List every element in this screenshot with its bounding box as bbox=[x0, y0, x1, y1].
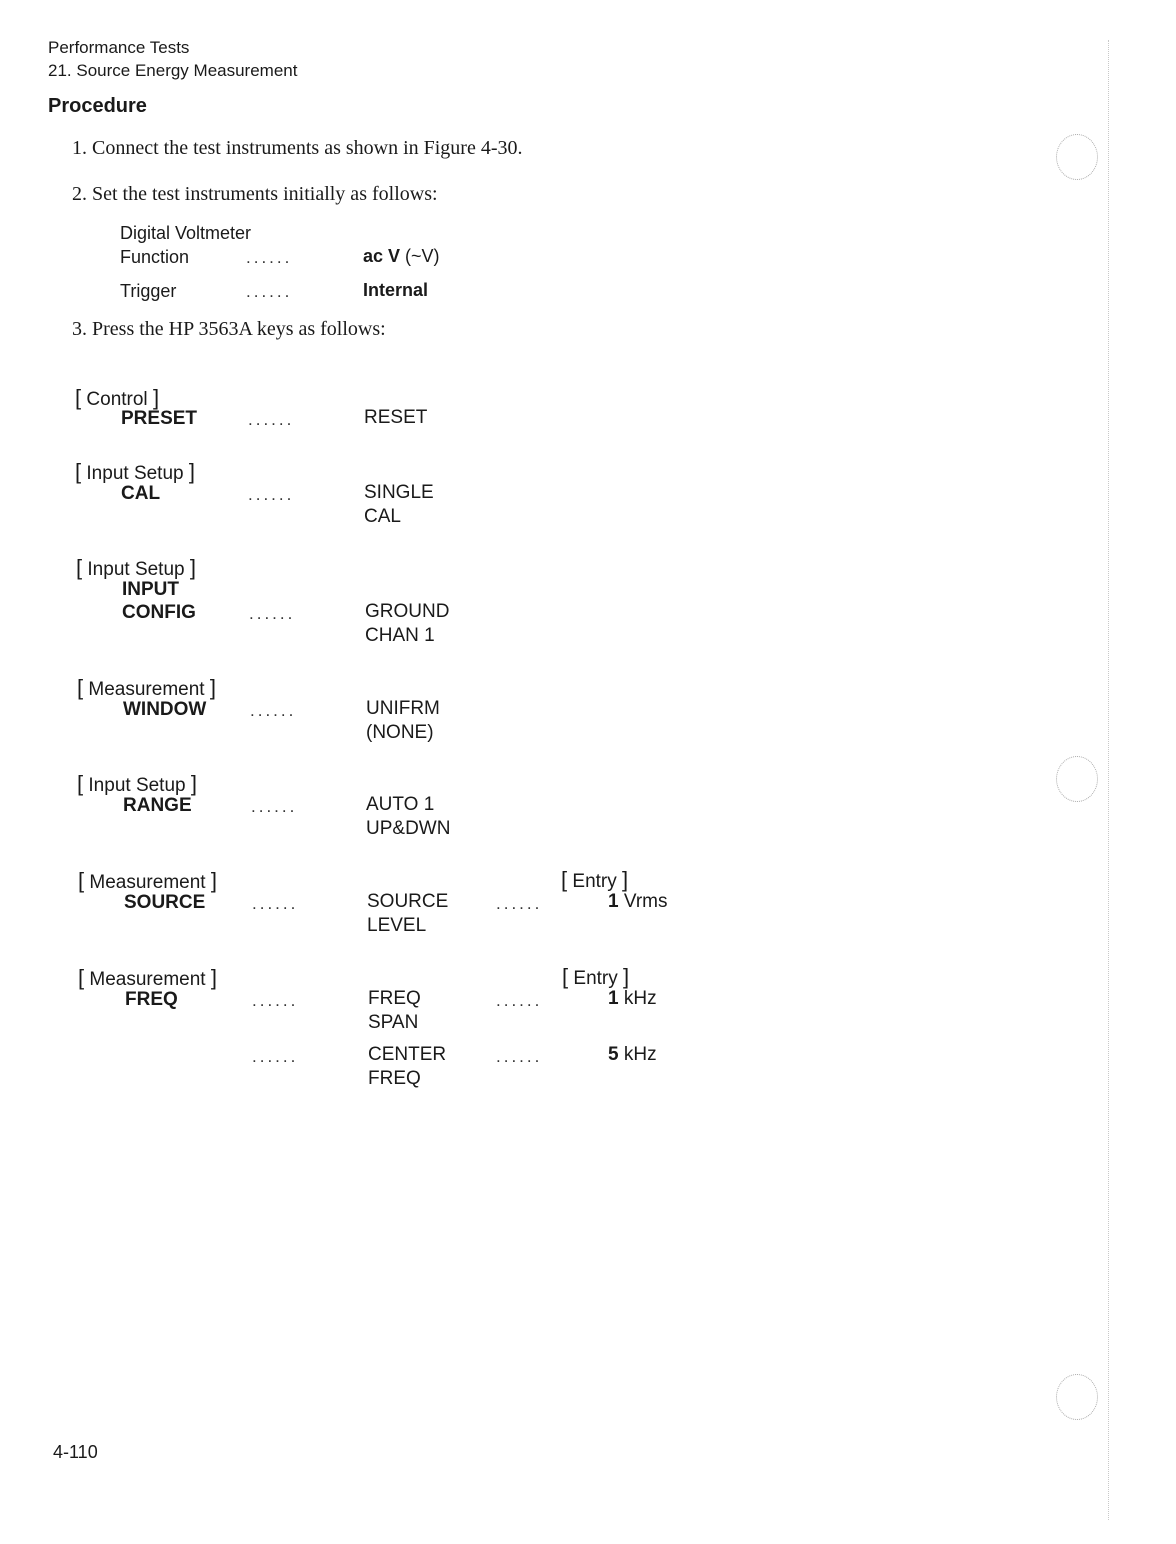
softkey-unifrm: UNIFRM bbox=[366, 698, 440, 719]
menu-input-setup bbox=[77, 771, 197, 797]
bracket-left: [ bbox=[78, 868, 85, 893]
bracket-left: [ bbox=[78, 965, 85, 990]
menu-entry bbox=[561, 867, 628, 893]
value-unit: kHz bbox=[623, 988, 657, 1009]
menu-measurement bbox=[78, 868, 217, 894]
leader-dots: ...... bbox=[248, 410, 295, 429]
entry-value-1vrms bbox=[608, 891, 667, 913]
key-range: RANGE bbox=[123, 795, 192, 816]
softkey-none: (NONE) bbox=[366, 722, 434, 743]
bracket-right: ] bbox=[209, 675, 216, 700]
value-number: 1 bbox=[608, 891, 619, 912]
dvm-function-label: Function bbox=[120, 247, 190, 267]
softkey-cal: CAL bbox=[364, 506, 401, 527]
value-number: 1 bbox=[608, 988, 619, 1009]
bracket-left: [ bbox=[77, 771, 84, 796]
softkey-freq: FREQ bbox=[368, 988, 421, 1009]
scan-edge-line bbox=[1108, 40, 1109, 1520]
bracket-right: ] bbox=[210, 965, 217, 990]
menu-measurement bbox=[77, 675, 216, 701]
bracket-right: ] bbox=[189, 555, 197, 580]
step-3: 3. Press the HP 3563A keys as follows: bbox=[72, 318, 386, 340]
softkey-center-freq: FREQ bbox=[368, 1068, 421, 1089]
menu-label: Input Setup bbox=[86, 463, 184, 484]
menu-label: Input Setup bbox=[88, 775, 186, 796]
menu-label: Entry bbox=[572, 871, 617, 892]
menu-input-setup bbox=[75, 459, 195, 485]
bracket-right: ] bbox=[188, 459, 196, 484]
dvm-title: Digital Voltmeter bbox=[120, 223, 252, 243]
bracket-right: ] bbox=[622, 867, 629, 892]
value-unit: Vrms bbox=[623, 891, 668, 912]
bracket-right: ] bbox=[152, 385, 160, 410]
key-source: SOURCE bbox=[124, 892, 206, 913]
leader-dots: ...... bbox=[252, 894, 299, 913]
binder-hole bbox=[1056, 134, 1098, 180]
key-input: INPUT bbox=[122, 579, 179, 600]
softkey-single: SINGLE bbox=[364, 482, 434, 503]
menu-label: Entry bbox=[573, 968, 618, 989]
softkey-ground: GROUND bbox=[365, 601, 450, 622]
leader-dots: ...... bbox=[248, 485, 295, 504]
leader-dots: ...... bbox=[246, 282, 293, 301]
value-number: 5 bbox=[608, 1044, 619, 1065]
leader-dots: ...... bbox=[496, 894, 543, 913]
dvm-trigger-label: Trigger bbox=[120, 281, 177, 301]
menu-label: Input Setup bbox=[87, 559, 185, 580]
value-unit: kHz bbox=[623, 1044, 657, 1065]
step-2: 2. Set the test instruments initially as follows: bbox=[72, 183, 438, 205]
leader-dots: ...... bbox=[246, 248, 293, 267]
function-symbol: (~V) bbox=[405, 246, 440, 266]
softkey-source: SOURCE bbox=[367, 891, 449, 912]
menu-label: Control bbox=[86, 389, 148, 410]
bracket-left: [ bbox=[75, 459, 82, 484]
entry-value-1khz bbox=[608, 988, 657, 1010]
key-cal: CAL bbox=[121, 483, 161, 504]
bracket-right: ] bbox=[210, 868, 217, 893]
key-preset: PRESET bbox=[121, 408, 198, 429]
menu-measurement bbox=[78, 965, 217, 991]
leader-dots: ...... bbox=[251, 797, 298, 816]
softkey-level: LEVEL bbox=[367, 915, 427, 936]
menu-input-setup bbox=[76, 555, 196, 581]
leader-dots: ...... bbox=[252, 991, 299, 1010]
leader-dots: ...... bbox=[250, 701, 297, 720]
running-header-section: Performance Tests bbox=[48, 38, 190, 57]
menu-entry bbox=[562, 964, 629, 990]
softkey-chan1: CHAN 1 bbox=[365, 625, 435, 646]
softkey-center: CENTER bbox=[368, 1044, 447, 1065]
bracket-right: ] bbox=[190, 771, 198, 796]
procedure-heading: Procedure bbox=[48, 95, 147, 117]
function-value: ac V bbox=[363, 246, 401, 266]
key-config: CONFIG bbox=[122, 602, 196, 623]
softkey-reset: RESET bbox=[364, 407, 428, 428]
bracket-left: [ bbox=[562, 964, 569, 989]
bracket-left: [ bbox=[77, 675, 84, 700]
menu-label: Measurement bbox=[89, 872, 206, 893]
page-number: 4-110 bbox=[53, 1442, 98, 1462]
key-window: WINDOW bbox=[123, 699, 207, 720]
leader-dots: ...... bbox=[249, 604, 296, 623]
dvm-function-value bbox=[363, 246, 440, 267]
leader-dots: ...... bbox=[496, 1047, 543, 1066]
softkey-span: SPAN bbox=[368, 1012, 419, 1033]
binder-hole bbox=[1056, 756, 1098, 802]
key-freq: FREQ bbox=[125, 989, 178, 1010]
dvm-trigger-value: Internal bbox=[363, 280, 429, 300]
leader-dots: ...... bbox=[252, 1047, 299, 1066]
running-header-test: 21. Source Energy Measurement bbox=[48, 61, 298, 80]
step-1: 1. Connect the test instruments as shown in Figure 4-30. bbox=[72, 137, 523, 159]
bracket-left: [ bbox=[76, 555, 83, 580]
softkey-updwn: UP&DWN bbox=[366, 818, 451, 839]
menu-label: Measurement bbox=[88, 679, 205, 700]
entry-value-5khz bbox=[608, 1044, 657, 1066]
binder-hole bbox=[1056, 1374, 1098, 1420]
leader-dots: ...... bbox=[496, 991, 543, 1010]
bracket-right: ] bbox=[623, 964, 630, 989]
bracket-left: [ bbox=[75, 385, 82, 410]
menu-label: Measurement bbox=[89, 969, 206, 990]
softkey-auto1: AUTO 1 bbox=[366, 794, 435, 815]
bracket-left: [ bbox=[561, 867, 568, 892]
